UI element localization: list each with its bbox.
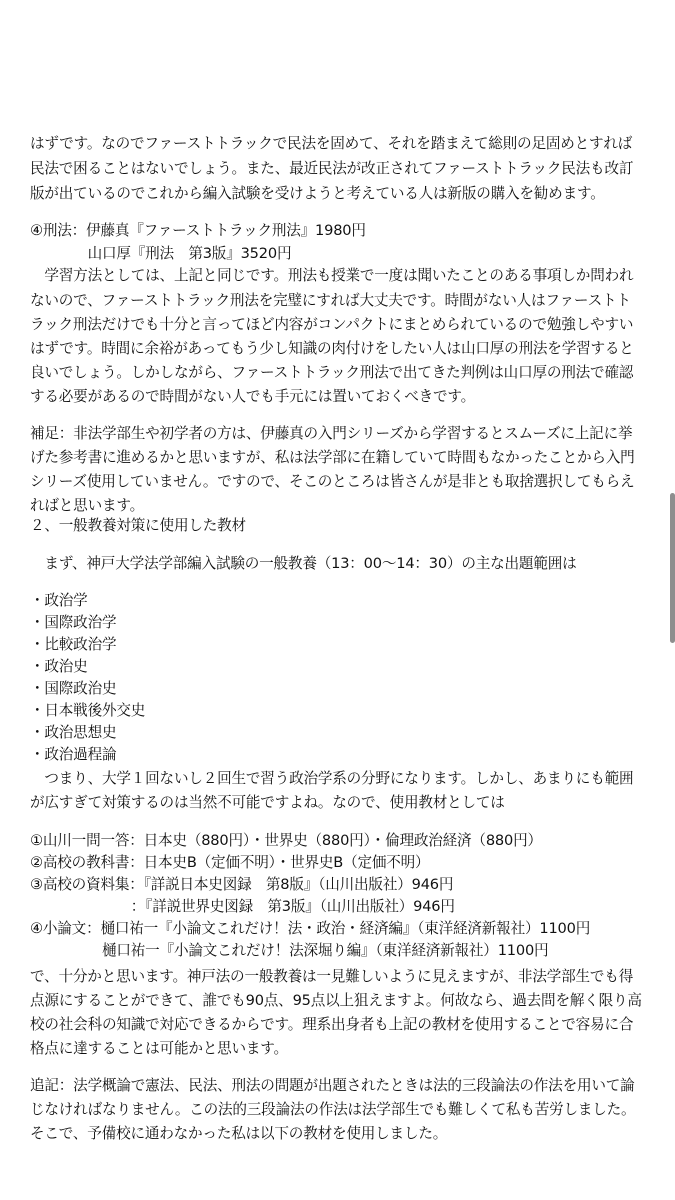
- scope-line: つまり、大学１回ないし２回生で習う政治学系の分野になります。しかし、あまりにも範囲: [30, 770, 634, 787]
- postscript-line: 追記：法学概論で憲法、民法、刑法の問題が出題されたときは法的三段論法の作法を用いて論: [30, 1077, 635, 1094]
- paragraph-line: はずです。なのでファーストトラックで民法を固めて、それを踏まえて総則の足固めとすれば: [30, 135, 633, 152]
- topic-item: ・国際政治学: [30, 614, 117, 631]
- topic-item: ・政治過程論: [30, 746, 117, 763]
- scope-line: が広すぎて対策するのは当然不可能ですよね。なので、使用教材としては: [30, 794, 505, 811]
- material-item: 樋口祐一『小論文これだけ！法深堀り編』（東洋経済新報社）1100円: [30, 942, 549, 959]
- study-line: はずです。時間に余裕があってもう少し知識の肉付けをしたい人は山口厚の刑法を学習すると: [30, 340, 634, 357]
- scrollbar-thumb[interactable]: [670, 493, 675, 643]
- conclusion-line: 点源にすることができて、誰でも90点、95点以上狙えますよ。何故なら、過去問を解く限り高: [30, 992, 642, 1009]
- study-line: 学習方法としては、上記と同じです。刑法も授業で一度は聞いたことのある事項しか問われ: [30, 267, 634, 284]
- paragraph-line: 版が出ているのでこれから編入試験を受けようと考えている人は新版の購入を勧めます。: [30, 185, 605, 202]
- study-line: する必要があるので時間がない人でも手元には置いておくべきです。: [30, 388, 476, 405]
- study-line: ないので、ファーストトラック刑法を完璧にすれば大丈夫です。時間がない人はファーストト: [30, 292, 631, 309]
- topic-item: ・政治思想史: [30, 724, 117, 741]
- book-list-line: 山口厚『刑法 第3版』3520円: [30, 245, 292, 262]
- postscript-line: じなければなりません。この法的三段論法の作法は法学部生でも難しくて私も苦労しました。: [30, 1101, 636, 1118]
- material-item: ①山川一問一答：日本史（880円）・世界史（880円）・倫理政治経済（880円）: [30, 832, 542, 849]
- book-list-line: ④刑法：伊藤真『ファーストトラック刑法』1980円: [30, 222, 366, 239]
- material-item: ②高校の教科書：日本史B（定価不明）・世界史B（定価不明）: [30, 854, 430, 871]
- conclusion-line: で、十分かと思います。神戸法の一般教養は一見難しいように見えますが、非法学部生でも得: [30, 968, 634, 985]
- intro-line: まず、神戸大学法学部編入試験の一般教養（13：00〜14：30）の主な出題範囲は: [30, 555, 577, 572]
- supplement-line: 補足：非法学部生や初学者の方は、伊藤真の入門シリーズから学習するとスムーズに上記に挙: [30, 425, 633, 442]
- section-heading: ２、一般教養対策に使用した教材: [30, 517, 246, 534]
- topic-item: ・日本戦後外交史: [30, 702, 146, 719]
- study-line: 良いでしょう。しかしながら、ファーストトラック刑法で出てきた判例は山口厚の刑法で確認: [30, 364, 634, 381]
- conclusion-line: 校の社会科の知識で対応できるからです。理系出身者も上記の教材を使用することで容易に合: [30, 1016, 634, 1033]
- topic-item: ・比較政治学: [30, 636, 117, 653]
- conclusion-line: 格点に達することは可能かと思います。: [30, 1040, 288, 1057]
- material-item: ③高校の資料集：『詳説日本史図録 第8版』（山川出版社）946円: [30, 876, 454, 893]
- study-line: ラック刑法だけでも十分と言ってほど内容がコンパクトにまとめられているので勉強しやすい: [30, 316, 634, 333]
- postscript-line: そこで、予備校に通わなかった私は以下の教材を使用しました。: [30, 1125, 448, 1142]
- topic-item: ・政治史: [30, 658, 88, 675]
- material-item: ：『詳説世界史図録 第3版』（山川出版社）946円: [30, 898, 455, 915]
- supplement-line: シリーズ使用していません。ですので、そこのところは皆さんが是非とも取捨選択してもらえ: [30, 473, 635, 490]
- topic-item: ・国際政治史: [30, 680, 117, 697]
- topic-item: ・政治学: [30, 592, 88, 609]
- paragraph-line: 民法で困ることはないでしょう。また、最近民法が改正されてファーストトラック民法も改訂: [30, 160, 634, 177]
- material-item: ④小論文：樋口祐一『小論文これだけ！法・政治・経済編』（東洋経済新報社）1100円: [30, 920, 591, 937]
- supplement-line: ればと思います。: [30, 497, 144, 514]
- supplement-line: げた参考書に進めるかと思いますが、私は法学部に在籍していて時間もなかったことから入門: [30, 449, 635, 466]
